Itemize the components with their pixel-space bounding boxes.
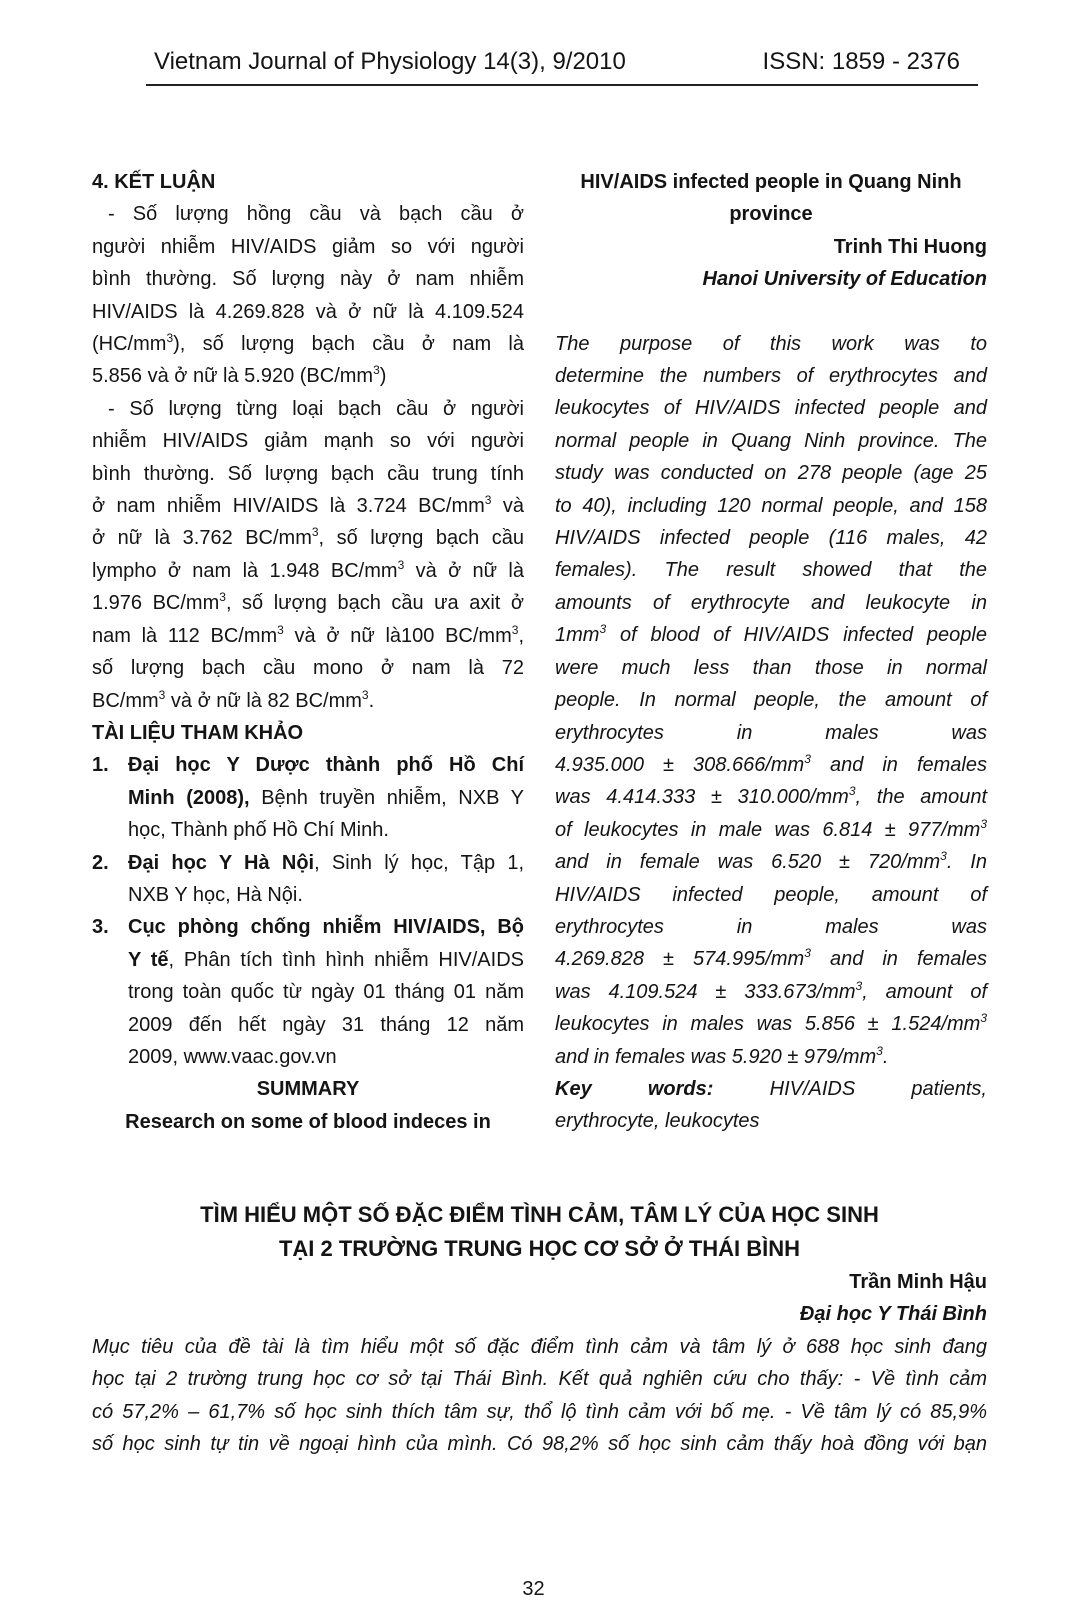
- right-column: [555, 166, 987, 1138]
- text-line: $4.935.000 \pm 308.666/mm^3$ and in females: [555, 751, 987, 776]
- reference-item: [92, 911, 524, 1073]
- text-line: $BC/mm^3$ và ở nữ là 82 $BC/mm^3$.: [92, 687, 375, 712]
- text-line: Mục tiêu của đề tài là tìm hiểu một số đặc điểm tình cảm và tâm lý ở 688 học sinh đang: [92, 1335, 987, 1358]
- text-line: 2009, www.vaac.gov.vn: [128, 1045, 337, 1068]
- article-abstract: [92, 1331, 987, 1461]
- text-line: số học sinh tự tin về ngoại hình của mình. Có 98,2% số học sinh cảm thấy hoà đồng với bạn: [92, 1433, 987, 1456]
- reference-number: 3.: [92, 916, 109, 939]
- article-title-line: TÌM HIỂU MỘT SỐ ĐẶC ĐIỂM TÌNH CẢM, TÂM LÝ CỦA HỌC SINH: [200, 1202, 879, 1227]
- text-line: $4.269.828 \pm 574.995/mm^3$ and in females: [555, 946, 987, 971]
- reference-item: [92, 847, 524, 912]
- conclusion-heading: 4. KẾT LUẬN: [92, 171, 216, 193]
- summary-heading: SUMMARY: [256, 1078, 360, 1101]
- article-2: [92, 1198, 987, 1460]
- text-line: 2009 đến hết ngày 31 tháng 12 năm: [128, 1013, 524, 1036]
- reference-item: [92, 749, 524, 846]
- text-line: leukocytes in males was $5.856 \pm 1.524/mm^3$: [555, 1011, 987, 1036]
- text-line: to 40), including 120 normal people, and 158: [555, 494, 987, 517]
- text-line: 1.976 $BC/mm^3$, số lượng bạch cầu ưa axit ở: [92, 590, 525, 615]
- text-line: HIV/AIDS infected people (116 males, 42: [555, 527, 987, 550]
- page-number: 32: [522, 1578, 545, 1600]
- abstract: [555, 328, 987, 1073]
- reference-number: 1.: [92, 754, 109, 777]
- text-line: was $4.109.524 \pm 333.673/mm^3$, amount of: [555, 978, 988, 1003]
- text-line: of leukocytes in male was $6.814 \pm 977/mm^3$: [555, 816, 987, 841]
- author-name: Trần Minh Hậu: [849, 1271, 987, 1293]
- text-line: erythrocytes in males was: [555, 721, 987, 744]
- text-line: $1mm^3$ of blood of HIV/AIDS infected people: [555, 622, 987, 647]
- text-line: Y tế, Phân tích tình hình nhiễm HIV/AIDS: [128, 948, 524, 971]
- author-affiliation: Hanoi University of Education: [702, 268, 987, 291]
- text-line: NXB Y học, Hà Nội.: [128, 883, 303, 906]
- summary-title-line: province: [729, 203, 813, 226]
- references-heading: TÀI LIỆU THAM KHẢO: [92, 721, 304, 744]
- text-line: học tại 2 trường trung học cơ sở tại Thái Bình. Kết quả nghiên cứu cho thấy: - Về tình cảm: [92, 1368, 987, 1391]
- text-line: bình thường. Số lượng bạch cầu trung tính: [92, 462, 524, 485]
- text-line: erythrocytes in males was: [555, 915, 987, 938]
- text-line: and in females was $5.920 \pm 979/mm^3$.: [555, 1043, 889, 1068]
- text-line: ở nam nhiễm HIV/AIDS là 3.724 $BC/mm^3$ và: [92, 493, 524, 518]
- keywords-line: erythrocyte, leukocytes: [555, 1110, 760, 1133]
- text-line: Minh (2008), Bệnh truyền nhiễm, NXB Y: [128, 786, 525, 809]
- text-line: Đại học Y Dược thành phố Hồ Chí: [128, 754, 524, 777]
- text-line: $(HC/mm^3)$, số lượng bạch cầu ở nam là: [92, 331, 524, 356]
- conclusion-paragraph-2: [92, 393, 524, 717]
- text-line: ở nữ là 3.762 $BC/mm^3$, số lượng bạch cầu: [92, 525, 524, 550]
- text-line: học, Thành phố Hồ Chí Minh.: [128, 819, 389, 842]
- journal-title: Vietnam Journal of Physiology 14(3), 9/2010: [154, 48, 626, 75]
- running-header: [146, 44, 978, 86]
- text-line: amounts of erythrocyte and leukocyte in: [555, 591, 987, 614]
- left-column: [92, 166, 524, 1138]
- text-line: số lượng bạch cầu mono ở nam là 72: [92, 657, 524, 680]
- text-line: HIV/AIDS infected people, amount of: [555, 883, 987, 906]
- text-line: HIV/AIDS là 4.269.828 và ở nữ là 4.109.524: [92, 300, 524, 323]
- article-title-line: TẠI 2 TRƯỜNG TRUNG HỌC CƠ SỞ Ở THÁI BÌNH: [278, 1236, 801, 1261]
- text-line: determine the numbers of erythrocytes and: [555, 365, 987, 388]
- reference-number: 2.: [92, 851, 109, 874]
- text-line: were much less than those in normal: [555, 656, 987, 679]
- text-line: bình thường. Số lượng này ở nam nhiễm: [92, 268, 524, 291]
- author-name: Trinh Thi Huong: [833, 235, 987, 258]
- text-line: and in female was $6.520 \pm 720/mm^3$. In: [555, 849, 987, 874]
- keywords-label: Key words:: [555, 1077, 714, 1100]
- summary-title-line: Research on some of blood indeces in: [125, 1110, 491, 1133]
- text-line: was $4.414.333 \pm 310.000/mm^3$, the amount: [555, 784, 988, 809]
- text-line: normal people in Quang Ninh province. The: [555, 429, 987, 452]
- issn: ISSN: 1859 - 2376: [762, 48, 960, 75]
- conclusion-paragraph-1: [92, 198, 524, 392]
- text-line: nhiễm HIV/AIDS giảm mạnh so với người: [92, 430, 524, 453]
- text-line: trong toàn quốc từ ngày 01 tháng 01 năm: [128, 981, 524, 1004]
- text-line: có 57,2% – 61,7% số học sinh thích tâm sự, thổ lộ tình cảm với bố mẹ. - Về tâm lý có 85,9%: [92, 1400, 987, 1423]
- text-line: 5.856 và ở nữ là 5.920 $(BC/mm^3)$: [92, 363, 387, 388]
- text-line: - Số lượng từng loại bạch cầu ở người: [108, 397, 524, 420]
- text-line: người nhiễm HIV/AIDS giảm so với người: [92, 235, 524, 258]
- author-affiliation: Đại học Y Thái Bình: [799, 1303, 987, 1326]
- spacer: [555, 296, 987, 328]
- text-line: people. In normal people, the amount of: [555, 689, 987, 712]
- text-line: study was conducted on 278 people (age 25: [555, 462, 987, 485]
- text-line: females). The result showed that the: [555, 559, 987, 582]
- text-line: lympho ở nam là 1.948 $BC/mm^3$ và ở nữ là: [92, 557, 524, 582]
- text-line: leukocytes of HIV/AIDS infected people and: [555, 397, 987, 420]
- text-line: - Số lượng hồng cầu và bạch cầu ở: [108, 203, 524, 226]
- text-line: The purpose of this work was to: [555, 332, 987, 355]
- keywords-line: Key words: HIV/AIDS patients,: [555, 1077, 987, 1100]
- text-line: nam là 112 $BC/mm^3$ và ở nữ là100 $BC/mm^3$,: [92, 622, 524, 647]
- text-line: Cục phòng chống nhiễm HIV/AIDS, Bộ: [128, 916, 524, 939]
- summary-title-line: HIV/AIDS infected people in Quang Ninh: [580, 171, 962, 193]
- text-line: Đại học Y Hà Nội, Sinh lý học, Tập 1,: [128, 851, 524, 874]
